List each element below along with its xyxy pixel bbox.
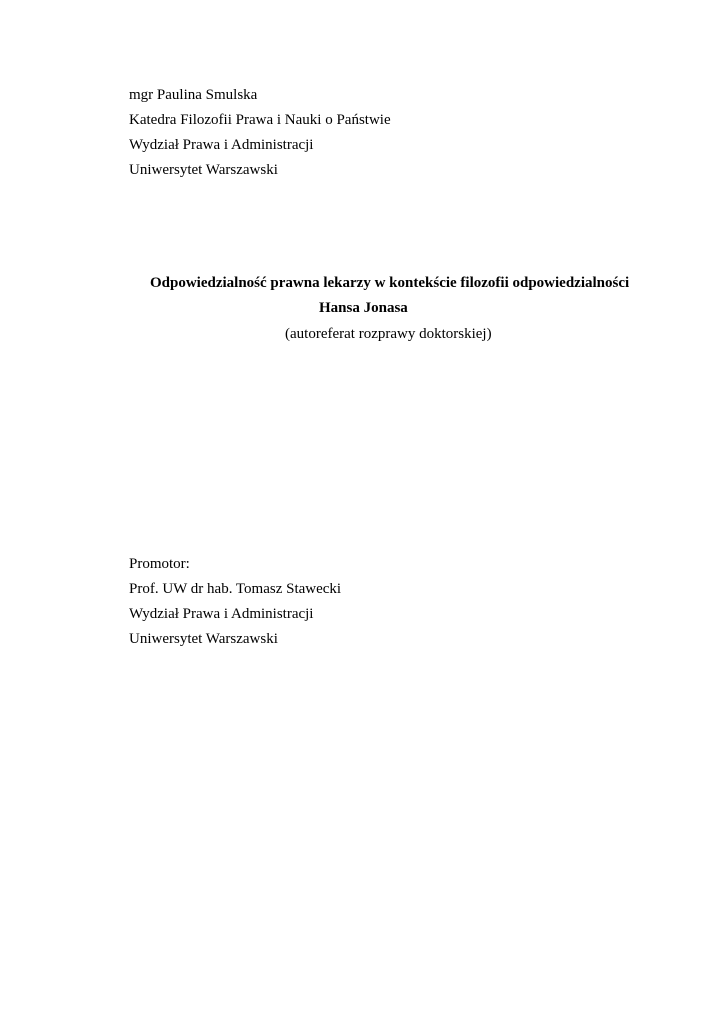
author-faculty: Wydział Prawa i Administracji [129, 137, 314, 153]
document-title-line-1: Odpowiedzialność prawna lekarzy w kontekście filozofii odpowiedzialności [150, 275, 630, 291]
promotor-faculty: Wydział Prawa i Administracji [129, 606, 314, 622]
author-name: mgr Paulina Smulska [129, 87, 258, 103]
promotor-label: Promotor: [129, 556, 190, 572]
promotor-name: Prof. UW dr hab. Tomasz Stawecki [129, 581, 342, 597]
author-university: Uniwersytet Warszawski [129, 162, 278, 178]
document-title-line-2: Hansa Jonasa [319, 300, 408, 316]
document-subtitle: (autoreferat rozprawy doktorskiej) [285, 326, 492, 342]
promotor-university: Uniwersytet Warszawski [129, 631, 278, 647]
author-department: Katedra Filozofii Prawa i Nauki o Państwie [129, 112, 391, 128]
